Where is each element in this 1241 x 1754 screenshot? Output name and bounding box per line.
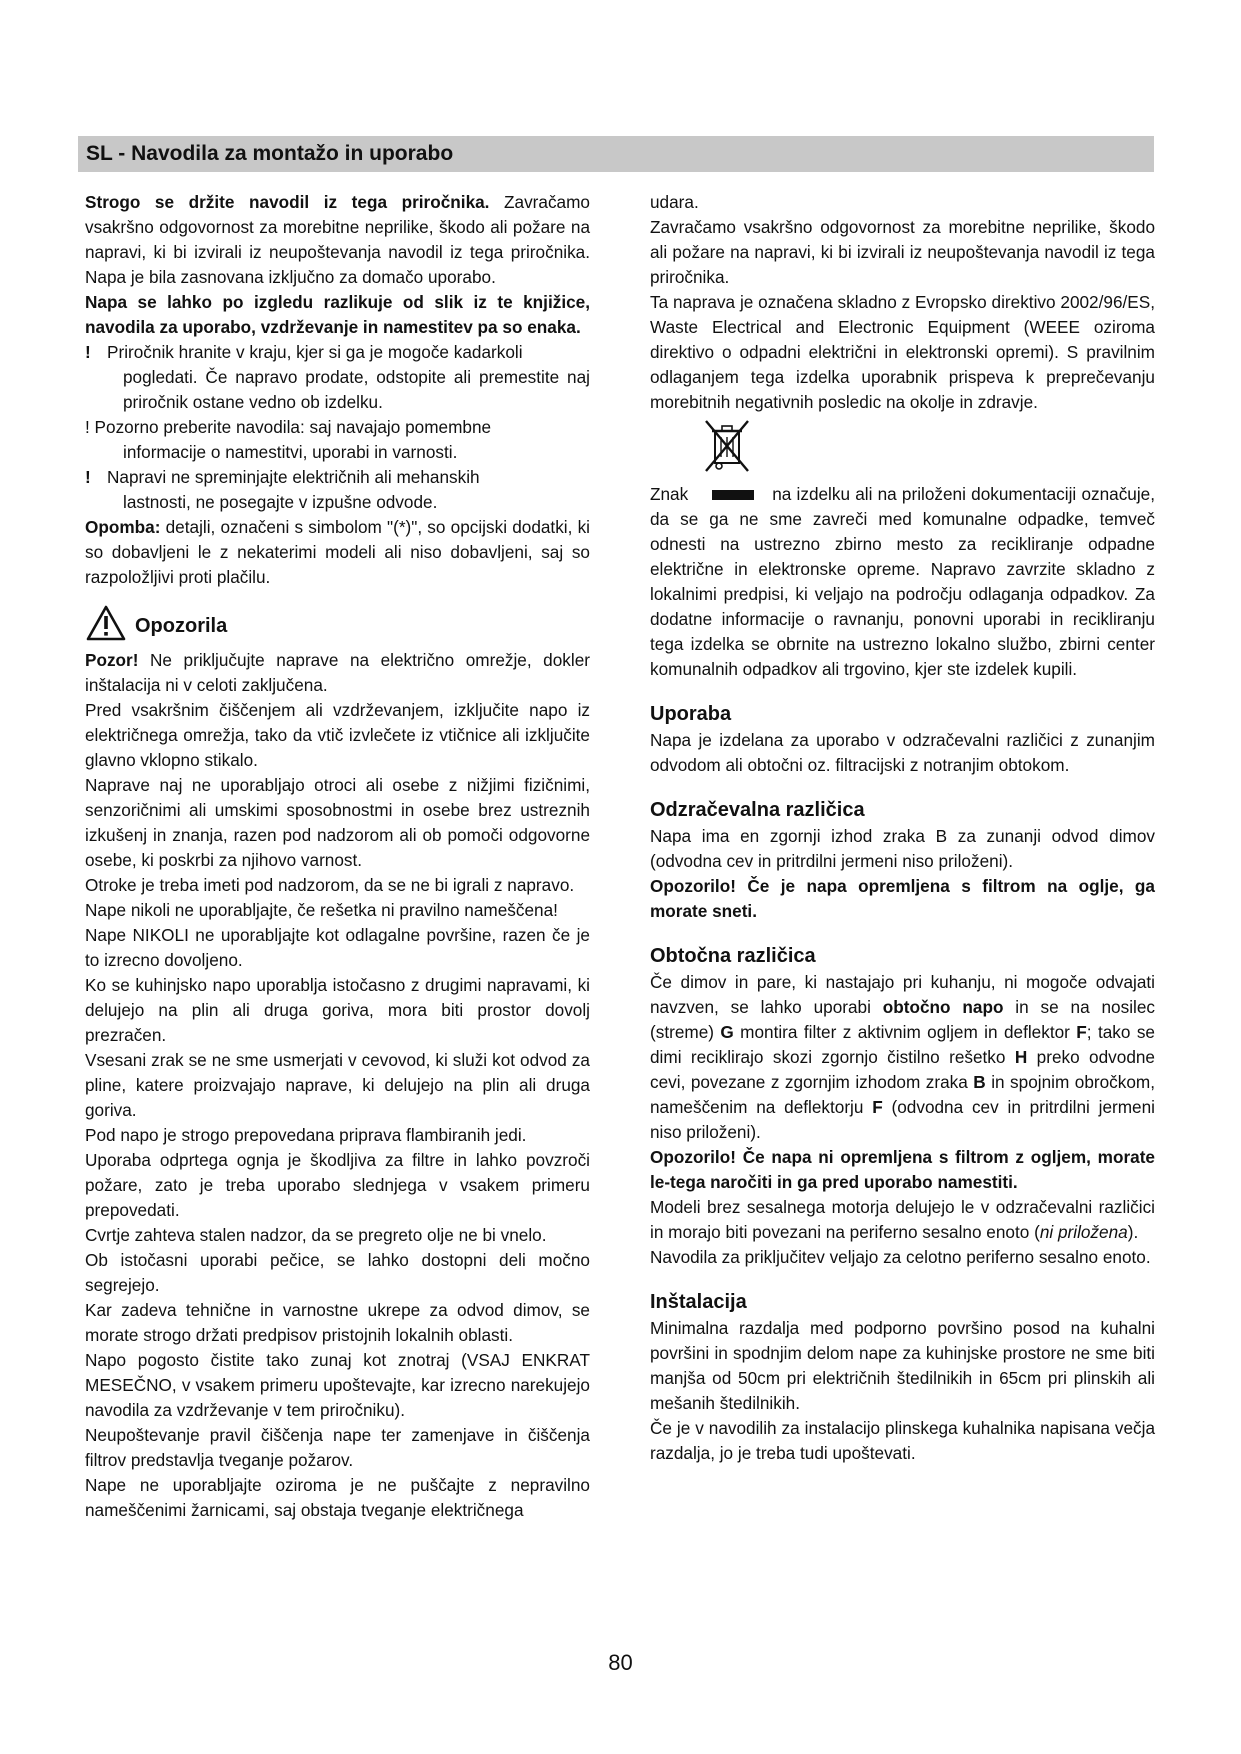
- ducted-text: Napa ima en zgornji izhod zraka B za zunanji odvod dimov (odvodna cev in pritrdilni jermeni niso priloženi).: [650, 826, 1155, 871]
- intro-paragraph: [85, 190, 590, 290]
- note-text: detajli, označeni s simbolom "(*)", so opcijski dodatki, ki so dobavljeni le z nekaterimi modeli ali niso dobavljeni, saj so razpoložljivi proti plačilu.: [85, 517, 590, 587]
- left-column: [85, 190, 590, 1523]
- right-column: [650, 190, 1155, 1466]
- black-bar-icon: [712, 490, 754, 500]
- continuation-text: udara.: [650, 192, 699, 212]
- warning-item: Nape NIKOLI ne uporabljajte kot odlagalne površine, razen če je to izrecno dovoljeno.: [85, 925, 590, 970]
- note-label: Opomba:: [85, 517, 161, 537]
- warning-item: Nape ne uporabljajte oziroma je ne puščajte z nepravilno nameščenimi žarnicami, saj obstaja tveganje električnega: [85, 1475, 590, 1520]
- installation-gas-note: Če je v navodilih za instalacijo plinskega kuhalnika napisana večja razdalja, jo je treba tudi upoštevati.: [650, 1418, 1155, 1463]
- warning-item: Ob istočasni uporabi pečice, se lahko dostopni deli močno segrejejo.: [85, 1250, 590, 1295]
- weee-paragraph: Ta naprava je označena skladno z Evropsko direktivo 2002/96/ES, Waste Electrical and Electronic Equipment (WEEE oziroma direktivo o odpadni električni in elektronski opremi). S pravilnim odlaganjem tega izdelka uporabnik prispeva k preprečevanju morebitnih negativnih posledic na okolje in zdravje.: [650, 292, 1155, 412]
- weee-mark-text: na izdelku ali na priloženi dokumentaciji: [772, 484, 1077, 504]
- bullet-continuation: informacije o namestitvi, uporabi in varnosti.: [123, 442, 458, 462]
- warning-item: Kar zadeva tehnične in varnostne ukrepe za odvod dimov, se morate strogo držati predpisov pristojnih lokalnih oblasti.: [85, 1300, 590, 1345]
- warnings-heading: [85, 604, 590, 648]
- installation-distance: Minimalna razdalja med podporno površino posod na kuhalni površini in spodnjim delom nape za kuhinjske prostore ne sme biti manjša od 50cm pri električnih štedilnikih in 65cm pri plinskih ali mešanih štedilnikih.: [650, 1318, 1155, 1413]
- recirculation-text: Če dimov in pare, ki nastajajo pri kuhanju, ni mogoče odvajati navzven, se lahko uporabi obtočno napo in se na nosilec (streme) G montira filter z aktivnim ogljem in deflektor F; tako se dimi reciklirajo skozi zgornjo čistilno rešetko H preko odvodne cevi, povezane z zgornjim izhodom zraka B in spojnim obročkom, nameščenim na deflektorju F (odvodna cev in pritrdilni jermeni niso priloženi).: [650, 972, 1155, 1142]
- ducted-title: Odzračevalna različica: [650, 799, 865, 821]
- page-number: 80: [608, 1650, 633, 1675]
- warning-text: Ne priključujte naprave na električno omrežje, dokler inštalacija ni v celoti zaključena.: [85, 650, 590, 695]
- bullet-item: [85, 465, 590, 490]
- warning-item: Nape nikoli ne uporabljajte, če rešetka ni pravilno nameščena!: [85, 900, 558, 920]
- warning-item: [85, 648, 590, 698]
- warnings-title: Opozorila: [135, 615, 228, 637]
- warning-item: Cvrtje zahteva stalen nadzor, da se pregreto olje ne bi vnelo.: [85, 1225, 547, 1245]
- crossed-bin-icon: [702, 419, 752, 482]
- bullet-text: Napravi ne spreminjajte električnih ali mehanskih: [107, 467, 480, 487]
- warning-label: Pozor!: [85, 650, 139, 670]
- intro-text: Zavračamo vsakršno odgovornost za morebitne neprilike, škodo ali požare na napravi, ki bi izvirali iz neupoštevanja navodil iz tega priročnika. Napa je bila zasnovana izključno za domačo uporabo.: [85, 192, 590, 287]
- weee-symbol-row: [650, 419, 1155, 482]
- warning-item: Napo pogosto čistite tako zunaj kot znotraj (VSAJ ENKRAT MESEČNO, v vsakem primeru upoštevajte, kar izrecno narekujejo navodila za vzdrževanje v tem priročniku).: [85, 1350, 590, 1420]
- installation-title: Inštalacija: [650, 1291, 747, 1313]
- warning-item: Pred vsakršnim čiščenjem ali vzdrževanjem, izključite napo iz električnega omrežja, tako da vtič izvlečete iz vtičnice ali izključite glavno vklopno stikalo.: [85, 700, 590, 770]
- recirculation-warning: Opozorilo! Če napa ni opremljena s filtrom z ogljem, morate le-tega naročiti in ga pred uporabo namestiti.: [650, 1147, 1155, 1192]
- ducted-warning: Opozorilo! Če je napa opremljena s filtrom na oglje, ga morate sneti.: [650, 876, 1155, 921]
- warning-item: Neupoštevanje pravil čiščenja nape ter zamenjave in čiščenja filtrov predstavlja tveganje požarov.: [85, 1425, 590, 1470]
- exclamation-icon: !: [85, 342, 91, 362]
- exclamation-icon: !: [85, 467, 91, 487]
- connection-note: Navodila za priključitev veljajo za celotno periferno sesalno enoto.: [650, 1247, 1151, 1267]
- weee-mark-paragraph: [650, 482, 1155, 682]
- intro-bold: Strogo se držite navodil iz tega priročnika.: [85, 192, 490, 212]
- warning-item: Uporaba odprtega ognja je škodljiva za filtre in lahko povzroči požare, zato je treba uporabo slednjega v vsakem primeru prepovedati.: [85, 1150, 590, 1220]
- section-header: SL - Navodila za montažo in uporabo: [78, 136, 1154, 172]
- bullet-item: [85, 340, 590, 365]
- appearance-note: Napa se lahko po izgledu razlikuje od slik iz te knjižice, navodila za uporabo, vzdrževanje in namestitev pa so enaka.: [85, 292, 590, 337]
- motorless-note: Modeli brez sesalnega motorja delujejo le v odzračevalni različici in morajo biti povezani na periferno sesalno enoto (ni priložena).: [650, 1197, 1155, 1242]
- warning-item: Pod napo je strogo prepovedana priprava flambiranih jedi.: [85, 1125, 527, 1145]
- warning-triangle-icon: [85, 604, 127, 649]
- bullet-text: Priročnik hranite v kraju, kjer si ga je mogoče kadarkoli: [107, 342, 523, 362]
- bullet-continuation: pogledati. Če napravo prodate, odstopite ali premestite naj priročnik ostane vedno ob izdelku.: [123, 367, 590, 412]
- warning-item: Vsesani zrak se ne sme usmerjati v cevovod, ki služi kot odvod za pline, katere proizvajajo naprave, ki delujejo na plin ali druga goriva.: [85, 1050, 590, 1120]
- usage-text: Napa je izdelana za uporabo v odzračevalni različici z zunanjim odvodom ali obtočni oz. filtracijski z notranjim obtokom.: [650, 730, 1155, 775]
- recirculation-title: Obtočna različica: [650, 945, 816, 967]
- liability-paragraph: Zavračamo vsakršno odgovornost za morebitne neprilike, škodo ali požare na napravi, ki bi izvirali iz neupoštevanja navodil iz tega priročnika.: [650, 217, 1155, 287]
- weee-mark-rest: označuje, da se ga ne sme zavreči med komunalne odpadke, temveč odnesti na ustrezno zbirno mesto za recikliranje odpadne električne in elektronske opreme. Napravo zavrzite skladno z lokalnimi predpisi, ki veljajo na področju odlaganja odpadkov. Za dodatne informacije o ravnanju, ponovni uporabi in recikliranju tega izdelka se obrnite na ustrezno lokalno službo, zbirni center komunalnih odpadkov ali trgovino, kjer ste izdelek kupili.: [650, 484, 1156, 679]
- bullet-item: ! Pozorno preberite navodila: saj navajajo pomembne: [85, 417, 492, 437]
- usage-title: Uporaba: [650, 703, 732, 725]
- note-paragraph: [85, 515, 590, 590]
- weee-mark-label: Znak: [650, 484, 689, 504]
- bullet-continuation: lastnosti, ne posegajte v izpušne odvode.: [123, 492, 438, 512]
- warning-item: Otroke je treba imeti pod nadzorom, da se ne bi igrali z napravo.: [85, 875, 575, 895]
- warning-item: Ko se kuhinjsko napo uporablja istočasno z drugimi napravami, ki delujejo na plin ali druga goriva, mora biti prostor dovolj prezračen.: [85, 975, 590, 1045]
- warning-item: Naprave naj ne uporabljajo otroci ali osebe z nižjimi fizičnimi, senzoričnimi ali umskimi sposobnostmi in osebe brez ustreznih izkušenj in znanja, razen pod nadzorom ali ob pomoči odgovorne osebe, ki poskrbi za njihovo varnost.: [85, 775, 590, 870]
